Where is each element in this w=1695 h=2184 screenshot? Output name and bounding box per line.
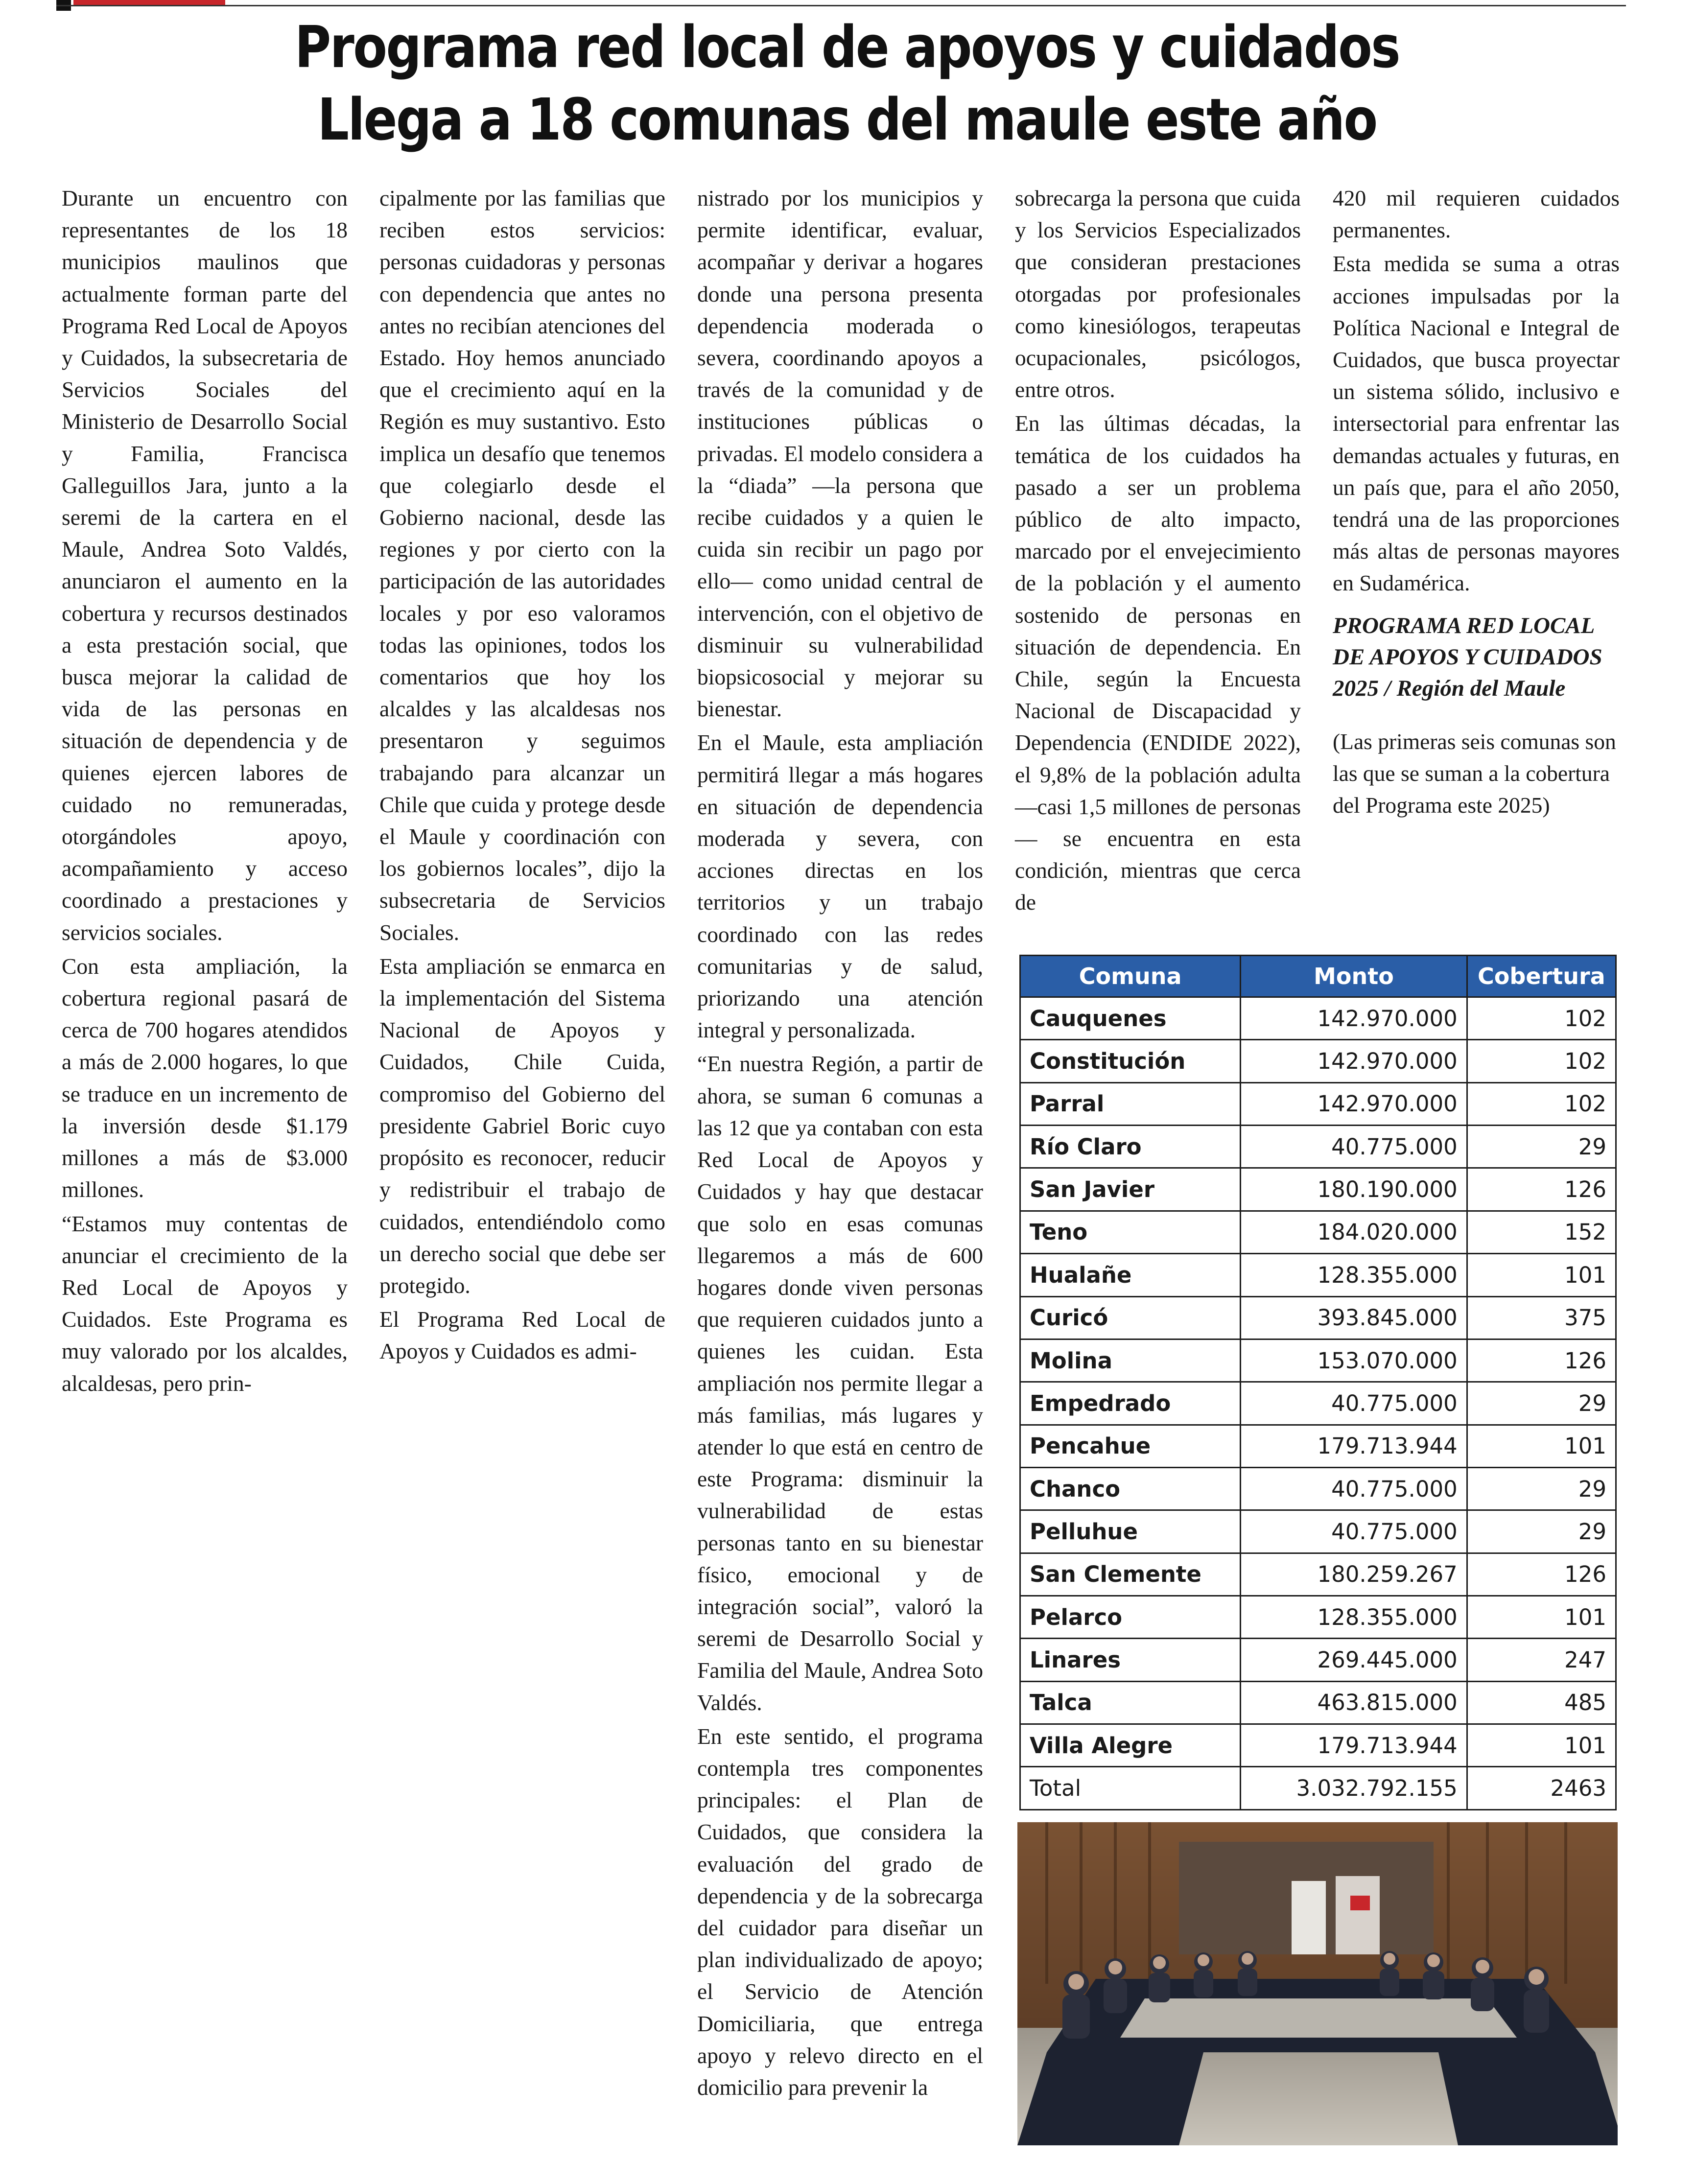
cell-monto: 40.775.000 — [1241, 1382, 1467, 1425]
cell-monto: 180.190.000 — [1241, 1168, 1467, 1211]
cell-monto: 463.815.000 — [1241, 1681, 1467, 1724]
header-rule — [56, 0, 1626, 6]
cell-monto: 142.970.000 — [1241, 997, 1467, 1040]
cell-cobertura: 29 — [1467, 1467, 1616, 1510]
cell-cobertura: 29 — [1467, 1382, 1616, 1425]
total-monto: 3.032.792.155 — [1241, 1767, 1467, 1810]
table-row — [1020, 1553, 1616, 1596]
table-row — [1020, 1211, 1616, 1253]
table-row — [1020, 1724, 1616, 1767]
paragraph: cipalmente por las familias que reciben estos servicios: personas cuidadoras y personas con dependencia que antes no antes no recibían atenciones del Estado. Hoy hemos anunciado que el crecimiento aquí en la Región es muy sustantivo. Esto implica un desafío que tenemos que colegiarlo desde el Gobierno nacional, desde las regiones y por cierto con la participación de las autoridades locales y por eso valoramos todas las opiniones, todos los comentarios que hoy los alcaldes y las alcaldesas nos presentaron y seguimos trabajando para alcanzar un Chile que cuida y protege desde el Maule y coordinación con los gobiernos locales”, dijo la subsecretaria de Servicios Sociales. — [379, 186, 665, 945]
table-row — [1020, 1296, 1616, 1339]
cell-cobertura: 102 — [1467, 997, 1616, 1040]
cell-cobertura: 102 — [1467, 1040, 1616, 1082]
paragraph: Durante un encuentro con representantes de los 18 municipios maulinos que actualmente forman parte del Programa Red Local de Apoyos y Cuidados, la subsecretaria de Servicios Sociales del Ministerio de Desarrollo Social y Familia, Francisca Galleguillos Jara, junto a la seremi de la cartera en el Maule, Andrea Soto Valdés, anunciaron el aumento en la cobertura y recursos destinados a esta prestación social, que busca mejorar la calidad de vida de las personas en situación de dependencia y de quienes ejercen labores de cuidado no remuneradas, otorgándoles apoyo, acompañamiento y acceso coordinado a prestaciones y servicios sociales. — [62, 186, 348, 945]
table-total-row — [1020, 1767, 1616, 1810]
headline-line-1: Programa red local de apoyos y cuidados — [294, 13, 1400, 81]
table-row — [1020, 1040, 1616, 1082]
cell-comuna: Río Claro — [1020, 1126, 1241, 1168]
cell-cobertura: 126 — [1467, 1339, 1616, 1382]
paragraph: En el Maule, esta ampliación permitirá llegar a más hogares en situación de dependencia moderada y severa, con acciones directas en los territorios y un trabajo coordinado con las redes comunitarias y de salud, priorizando una atención integral y personalizada. — [697, 730, 983, 1043]
paragraph: El Programa Red Local de Apoyos y Cuidados es admi- — [379, 1307, 665, 1364]
cell-cobertura: 101 — [1467, 1425, 1616, 1467]
cell-monto: 184.020.000 — [1241, 1211, 1467, 1253]
cell-comuna: San Javier — [1020, 1168, 1241, 1211]
cell-comuna: Talca — [1020, 1681, 1241, 1724]
cell-cobertura: 152 — [1467, 1211, 1616, 1253]
paragraph: Esta ampliación se enmarca en la implementación del Sistema Nacional de Apoyos y Cuidados, Chile Cuida, compromiso del Gobierno del presidente Gabriel Boric cuyo propósito es reconocer, reducir y redistribuir el trabajo de cuidados, entendiéndolo como un derecho social que debe ser protegido. — [379, 953, 665, 1298]
funding-table — [1019, 955, 1617, 1810]
meeting-photo — [1017, 1822, 1618, 2145]
table-row — [1020, 1082, 1616, 1125]
cell-comuna: Parral — [1020, 1082, 1241, 1125]
total-cobertura: 2463 — [1467, 1767, 1616, 1810]
cell-cobertura: 101 — [1467, 1596, 1616, 1639]
table-body — [1020, 997, 1616, 1810]
table-row — [1020, 1254, 1616, 1296]
table-row — [1020, 1681, 1616, 1724]
cell-monto: 128.355.000 — [1241, 1596, 1467, 1639]
headline-line-2: Llega a 18 comunas del maule este año — [317, 86, 1377, 153]
cell-comuna: Hualañe — [1020, 1254, 1241, 1296]
cell-comuna: Villa Alegre — [1020, 1724, 1241, 1767]
table-row — [1020, 997, 1616, 1040]
cell-monto: 393.845.000 — [1241, 1296, 1467, 1339]
article-column-3 — [697, 182, 983, 2105]
cell-comuna: Chanco — [1020, 1467, 1241, 1510]
paragraph: “En nuestra Región, a partir de ahora, se suman 6 comunas a las 12 que ya contaban con esta Red Local de Apoyos y Cuidados y hay que destacar que solo en esas comunas llegaremos a más de 600 hogares donde viven personas que requieren cuidados junto a quienes les cuidan. Esta ampliación nos permite llegar a más familias, más lugares y atender lo que está en centro de este Programa: disminuir la vulnerabilidad de estas personas tanto en su bienestar físico, emocional y de integración social”, valoró la seremi de Desarrollo Social y Familia del Maule, Andrea Soto Valdés. — [697, 1051, 983, 1715]
cell-monto: 40.775.000 — [1241, 1510, 1467, 1553]
cell-cobertura: 102 — [1467, 1082, 1616, 1125]
funding-table-container — [1019, 955, 1617, 1810]
paragraph: “Estamos muy contentas de anunciar el crecimiento de la Red Local de Apoyos y Cuidados. Este Programa es muy valorado por los alcaldes, alcaldesas, pero prin- — [62, 1211, 348, 1396]
table-row — [1020, 1126, 1616, 1168]
cell-comuna: San Clemente — [1020, 1553, 1241, 1596]
cell-cobertura: 29 — [1467, 1126, 1616, 1168]
article-column-4 — [1015, 182, 1301, 920]
cell-comuna: Empedrado — [1020, 1382, 1241, 1425]
paragraph: nistrado por los municipios y permite identificar, evaluar, acompañar y derivar a hogares donde una persona presenta dependencia moderada o severa, coordinando apoyos a través de la comunidad y de instituciones públicas o privadas. El modelo considera a la “diada” —la persona que recibe cuidados y a quien le cuida sin recibir un pago por ello— como unidad central de intervención, con el objetivo de disminuir su vulnerabilidad biopsicosocial y mejorar su bienestar. — [697, 186, 983, 722]
column-header-comuna: Comuna — [1020, 956, 1241, 997]
cell-monto: 269.445.000 — [1241, 1639, 1467, 1681]
cell-cobertura: 29 — [1467, 1510, 1616, 1553]
table-row — [1020, 1382, 1616, 1425]
table-row — [1020, 1425, 1616, 1467]
cell-cobertura: 126 — [1467, 1168, 1616, 1211]
cell-monto: 153.070.000 — [1241, 1339, 1467, 1382]
article-column-2 — [379, 182, 665, 1369]
cell-monto: 142.970.000 — [1241, 1082, 1467, 1125]
cell-cobertura: 101 — [1467, 1254, 1616, 1296]
cell-comuna: Pelarco — [1020, 1596, 1241, 1639]
cell-comuna: Curicó — [1020, 1296, 1241, 1339]
cell-monto: 142.970.000 — [1241, 1040, 1467, 1082]
cell-cobertura: 101 — [1467, 1724, 1616, 1767]
article-column-5 — [1333, 182, 1620, 821]
paragraph: En las últimas décadas, la temática de los cuidados ha pasado a ser un problema público de alto impacto, marcado por el envejecimiento de la población y el aumento sostenido de personas en situación de dependencia. En Chile, según la Encuesta Nacional de Discapacidad y Dependencia (ENDIDE 2022), el 9,8% de la población adulta —casi 1,5 millones de personas— se encuentra en esta condición, mientras que cerca de — [1015, 411, 1301, 915]
cell-comuna: Constitución — [1020, 1040, 1241, 1082]
table-box-title: PROGRAMA RED LOCAL DE APOYOS Y CUIDADOS 2025 / Región del Maule — [1333, 612, 1602, 701]
cell-cobertura: 375 — [1467, 1296, 1616, 1339]
cell-monto: 179.713.944 — [1241, 1724, 1467, 1767]
table-row — [1020, 1168, 1616, 1211]
cell-cobertura: 485 — [1467, 1681, 1616, 1724]
cell-monto: 179.713.944 — [1241, 1425, 1467, 1467]
cell-comuna: Linares — [1020, 1639, 1241, 1681]
paragraph: Con esta ampliación, la cobertura regional pasará de cerca de 700 hogares atendidos a más de 2.000 hogares, lo que se traduce en un incremento de la inversión desde $1.179 millones a más de $3.000 millones. — [62, 953, 348, 1202]
cell-monto: 40.775.000 — [1241, 1467, 1467, 1510]
cell-cobertura: 247 — [1467, 1639, 1616, 1681]
article-column-1 — [62, 182, 348, 1401]
table-row — [1020, 1339, 1616, 1382]
cell-monto: 40.775.000 — [1241, 1126, 1467, 1168]
table-row — [1020, 1510, 1616, 1553]
cell-comuna: Molina — [1020, 1339, 1241, 1382]
cell-cobertura: 126 — [1467, 1553, 1616, 1596]
meeting-photo-illustration — [1017, 1822, 1618, 2145]
total-label: Total — [1020, 1767, 1241, 1810]
cell-monto: 128.355.000 — [1241, 1254, 1467, 1296]
paragraph: Esta medida se suma a otras acciones impulsadas por la Política Nacional e Integral de Cuidados, que busca proyectar un sistema sólido, inclusivo e intersectorial para enfrentar las demandas actuales y futuras, en un país que, para el año 2050, tendrá una de las proporciones más altas de personas mayores en Sudamérica. — [1333, 251, 1620, 596]
cell-monto: 180.259.267 — [1241, 1553, 1467, 1596]
table-box-note: (Las primeras seis comunas son las que se suman a la cobertura del Programa este 2025) — [1333, 728, 1616, 818]
paragraph: 420 mil requieren cuidados permanentes. — [1333, 186, 1620, 243]
paragraph: sobrecarga la persona que cuida y los Servicios Especializados que consideran prestaciones otorgadas por profesionales como kinesiólogos, terapeutas ocupacionales, psicólogos, entre otros. — [1015, 186, 1301, 402]
cell-comuna: Pencahue — [1020, 1425, 1241, 1467]
table-row — [1020, 1639, 1616, 1681]
table-row — [1020, 1467, 1616, 1510]
table-header-row — [1020, 956, 1616, 997]
cell-comuna: Cauquenes — [1020, 997, 1241, 1040]
column-header-cobertura: Cobertura — [1467, 956, 1616, 997]
cell-comuna: Teno — [1020, 1211, 1241, 1253]
column-header-monto: Monto — [1241, 956, 1467, 997]
paragraph: En este sentido, el programa contempla tres componentes principales: el Plan de Cuidados, que considera la evaluación del grado de dependencia y de la sobrecarga del cuidador para diseñar un plan individualizado de apoyo; el Servicio de Atención Domiciliaria, que entrega apoyo y relevo directo en el domicilio para prevenir la — [697, 1723, 983, 2100]
table-row — [1020, 1596, 1616, 1639]
cell-comuna: Pelluhue — [1020, 1510, 1241, 1553]
headline — [245, 11, 1449, 156]
